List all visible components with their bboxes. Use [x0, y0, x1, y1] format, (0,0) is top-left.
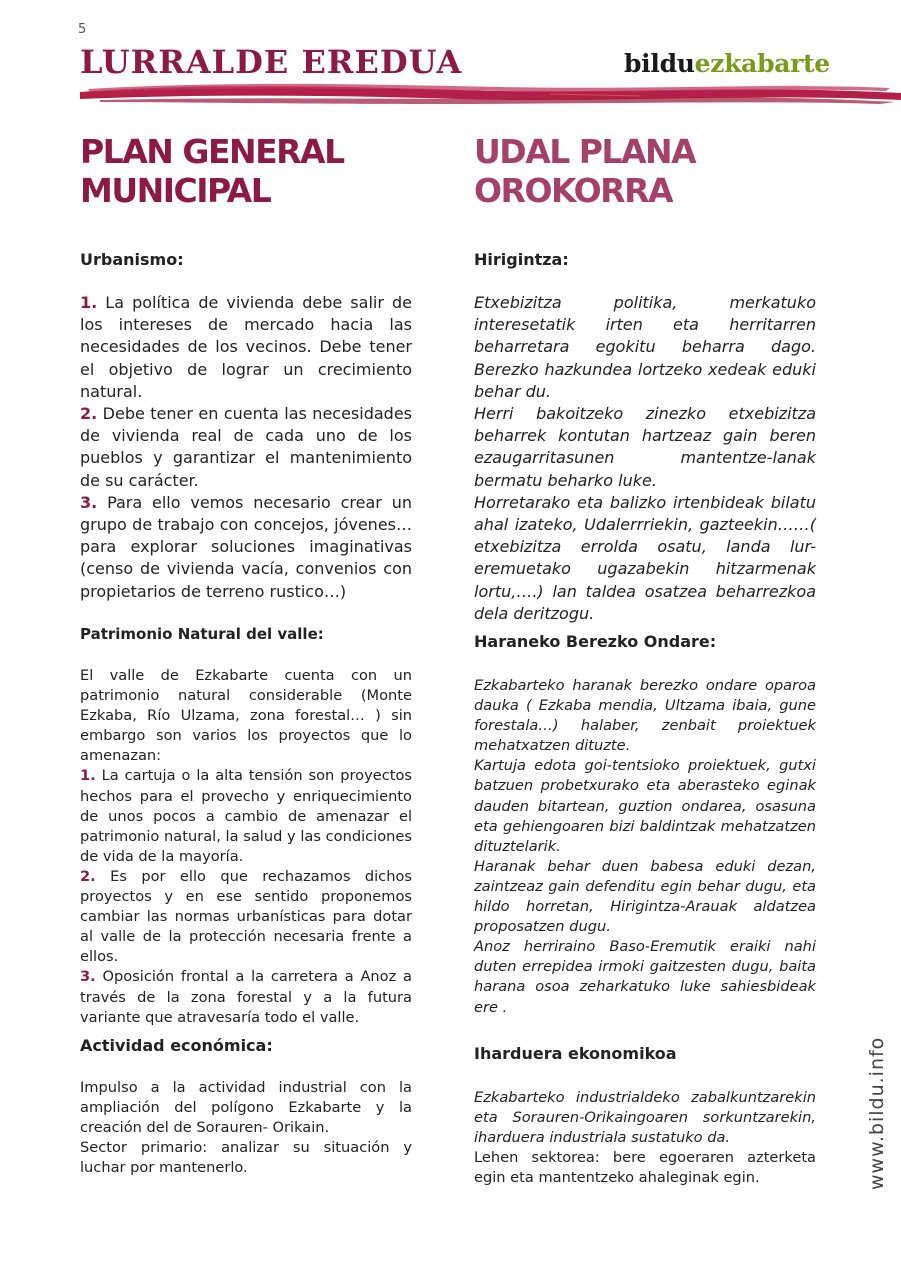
- left-main-title: [80, 132, 412, 210]
- patrimonio-item-3-text: Oposición frontal a la carretera a Anoz a través de la zona forestal y a la futura variante que atravesaría todo el valle.: [80, 968, 412, 1026]
- urbanismo-item-1-text: La política de vivienda debe salir de los intereses de mercado hacia las necesidades de los vecinos. Debe tener el objetivo de lograr un crecimiento natural.: [80, 293, 412, 401]
- brand-logo: [624, 50, 830, 78]
- patrimonio-item-1-number: 1.: [80, 767, 96, 785]
- hirigintza-paragraph: [474, 292, 816, 625]
- left-title-line1: PLAN GENERAL: [80, 132, 344, 171]
- urbanismo-item-3-number: 3.: [80, 492, 98, 512]
- ondare-text-1: Ezkabarteko haranak berezko ondare oparoa dauka ( Ezkaba mendia, Ultzama ibaia, gune forestala…) halaber, zenbait proiektuek mehatxatzen dituzte.: [474, 677, 816, 755]
- website-url[interactable]: www.bildu.info: [866, 1036, 888, 1190]
- urbanismo-paragraph: [80, 292, 412, 603]
- hirigintza-text-1: Etxebizitza politika, merkatuko interesetatik irten eta herritarren beharretara egokitu beharra dago. Berezko hazkundea lortzeko xedeak eduki behar du.: [474, 293, 816, 401]
- ondare-text-2: Kartuja edota goi-tentsioko proiektuek, gutxi batzuen probetxurako eta aberasteko eginak dauden bitartean, guztion ondarea, osasuna eta gehiengoaren bizi baldintzak mehatzatzen dituztelarik.: [474, 757, 816, 855]
- ondare-text-3: Haranak behar duen babesa eduki dezan, zaintzeaz gain defenditu egin behar dugu, eta hildo horretan, Hirigintza-Arauak aldatzea proposatzen dugu.: [474, 857, 816, 936]
- left-title-line2: MUNICIPAL: [80, 171, 271, 210]
- right-main-title: [474, 132, 816, 210]
- heading-ondare: Haraneko Berezko Ondare:: [474, 632, 717, 651]
- ekonomikoa-text-1: Ezkabarteko industrialdeko zabalkuntzarekin eta Sorauren-Orikaingoaren sorkuntzarekin, iharduera industriala sustatuko da.: [474, 1089, 816, 1147]
- hirigintza-text-2: Herri bakoitzeko zinezko etxebizitza beharrek kontutan hartzeaz gain beren ezaugarritasunen mantentze-lanak bermatu beharko luke.: [474, 404, 816, 490]
- ondare-paragraph: [474, 676, 816, 1018]
- patrimonio-item-2-number: 2.: [80, 867, 96, 885]
- right-title-line1: UDAL PLANA: [474, 132, 696, 171]
- actividad-paragraph: [80, 1078, 412, 1178]
- ekonomikoa-paragraph: [474, 1088, 816, 1188]
- heading-hirigintza: Hirigintza:: [474, 250, 569, 269]
- heading-ekonomikoa: Iharduera ekonomikoa: [474, 1044, 677, 1063]
- section-title: LURRALDE EREDUA: [80, 43, 463, 81]
- heading-patrimonio: Patrimonio Natural del valle:: [80, 625, 324, 643]
- heading-urbanismo: Urbanismo:: [80, 250, 184, 269]
- brush-stroke-divider: [80, 80, 901, 106]
- heading-actividad: Actividad económica:: [80, 1036, 273, 1055]
- urbanismo-item-2-text: Debe tener en cuenta las necesidades de vivienda real de cada uno de los pueblos y garantizar el mantenimiento de su carácter.: [80, 404, 413, 490]
- hirigintza-text-3: Horretarako eta balizko irtenbideak bilatu ahal izateko, Udalerrriekin, gazteekin……( etxebizitza errolda osatu, landa lur-eremuetako ugazabekin hitzarmenak lortu,….) lan taldea osatzea beharrezkoa dela deritzogu.: [474, 492, 816, 623]
- urbanismo-item-3-text: Para ello vemos necesario crear un grupo de trabajo con concejos, jóvenes… para explorar soluciones imaginativas (censo de vivienda vacía, convenios con propietarios de terreno rustico…): [80, 492, 413, 601]
- patrimonio-item-3-number: 3.: [80, 968, 96, 986]
- patrimonio-paragraph: [80, 666, 412, 1028]
- patrimonio-item-1-text: La cartuja o la alta tensión son proyectos hechos para el provecho y enriquecimiento de unos pocos a cambio de amenazar el patrimonio natural, la salud y las condiciones de vida de la mayoría.: [80, 767, 412, 865]
- actividad-text-2: Sector primario: analizar su situación y luchar por mantenerlo.: [80, 1139, 412, 1177]
- right-title-line2: OROKORRA: [474, 171, 673, 210]
- patrimonio-intro: El valle de Ezkabarte cuenta con un patrimonio natural considerable (Monte Ezkaba, Río Ulzama, zona forestal… ) sin embargo son varios los proyectos que lo amenazan:: [80, 667, 412, 765]
- patrimonio-item-2-text: Es por ello que rechazamos dichos proyectos y en ese sentido proponemos cambiar las normas urbanísticas para dotar al valle de la protección necesaria frente a ellos.: [80, 867, 412, 966]
- brand-logo-part1: bildu: [624, 49, 695, 78]
- page-number: 5: [78, 22, 87, 37]
- brand-logo-part2: ezkabarte: [694, 49, 830, 78]
- left-column-spanish: [80, 132, 413, 1177]
- ondare-text-4: Anoz herriraino Baso-Eremutik eraiki nahi duten errepidea irmoki gaitzesten dugu, baita harana osoa zeharkatuko luke sahiesbideak ere .: [474, 938, 816, 1016]
- actividad-text-1: Impulso a la actividad industrial con la ampliación del polígono Ezkabarte y la creación del de Sorauren- Orikain.: [80, 1079, 412, 1137]
- urbanismo-item-1-number: 1.: [80, 293, 98, 312]
- ekonomikoa-text-2: Lehen sektorea: bere egoeraren azterketa egin eta mantentzeko ahaleginak egin.: [474, 1149, 816, 1187]
- urbanismo-item-2-number: 2.: [80, 404, 98, 424]
- right-column-basque: [474, 132, 816, 1187]
